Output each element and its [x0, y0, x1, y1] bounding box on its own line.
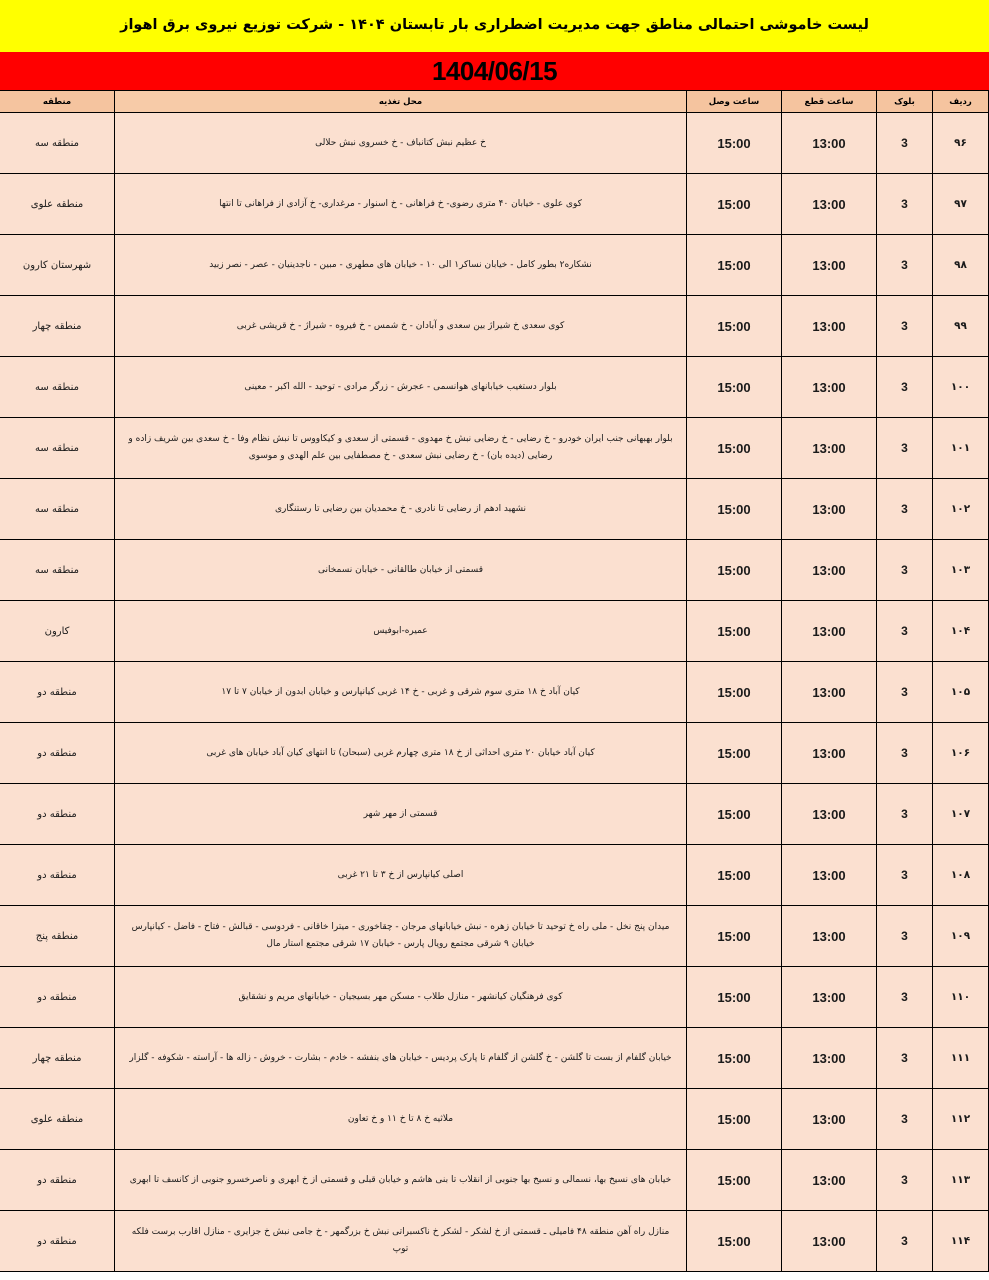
table-row — [0, 296, 989, 357]
table-row — [0, 1150, 989, 1211]
cell-address: اصلی کیانپارس از خ ۳ تا ۲۱ غربی — [115, 845, 687, 906]
cell-row-number: ۹۹ — [933, 296, 989, 357]
column-header-address: محل تغذیه — [115, 91, 687, 113]
cell-restore-time: 15:00 — [687, 479, 782, 540]
cell-address: خیابان گلفام از بست تا گلشن - خ گلشن از گلفام تا پارک پردیس - خیابان های بنفشه - خادم - بشارت - خروش - زاله ها - آراسته - شکوفه - گلزار — [115, 1028, 687, 1089]
cell-row-number: ۱۰۸ — [933, 845, 989, 906]
outage-table — [0, 90, 989, 1272]
cell-block: 3 — [877, 113, 933, 174]
cell-address: خ عظیم نبش کتانباف - خ خسروی نبش حلالی — [115, 113, 687, 174]
cell-cut-time: 13:00 — [782, 601, 877, 662]
cell-block: 3 — [877, 235, 933, 296]
cell-restore-time: 15:00 — [687, 1089, 782, 1150]
cell-block: 3 — [877, 174, 933, 235]
cell-cut-time: 13:00 — [782, 296, 877, 357]
cell-restore-time: 15:00 — [687, 662, 782, 723]
cell-zone: منطقه سه — [0, 357, 115, 418]
cell-block: 3 — [877, 1089, 933, 1150]
cell-address: منازل راه آهن منطقه ۴۸ فامیلی ـ قسمتی از خ لشکر - لشکر خ ناکسبراتی نبش خ بزرگمهر - خ جامی نبش خ جزایری - منازل اقارب برست فلکه توپ — [115, 1211, 687, 1272]
cell-cut-time: 13:00 — [782, 662, 877, 723]
cell-cut-time: 13:00 — [782, 723, 877, 784]
cell-row-number: ۱۰۳ — [933, 540, 989, 601]
cell-restore-time: 15:00 — [687, 784, 782, 845]
cell-block: 3 — [877, 601, 933, 662]
cell-restore-time: 15:00 — [687, 1150, 782, 1211]
table-row — [0, 784, 989, 845]
table-row — [0, 662, 989, 723]
cell-address: کیان آباد خیابان ۲۰ متری احداثی از خ ۱۸ متری چهارم غربی (سبحان) تا انتهای کیان آباد خیابان های غربی — [115, 723, 687, 784]
table-row — [0, 174, 989, 235]
table-row — [0, 1211, 989, 1272]
cell-zone: منطقه سه — [0, 540, 115, 601]
table-row — [0, 540, 989, 601]
cell-row-number: ۱۰۲ — [933, 479, 989, 540]
cell-cut-time: 13:00 — [782, 1028, 877, 1089]
cell-cut-time: 13:00 — [782, 967, 877, 1028]
cell-block: 3 — [877, 967, 933, 1028]
cell-cut-time: 13:00 — [782, 1150, 877, 1211]
column-header-radif: ردیف — [933, 91, 989, 113]
cell-cut-time: 13:00 — [782, 1211, 877, 1272]
column-header-cut: ساعت قطع — [782, 91, 877, 113]
cell-address: نشهید ادهم از رضایی تا نادری - خ محمدیان بین رضایی تا رستنگاری — [115, 479, 687, 540]
cell-address: ملاثیه خ ۸ تا خ ۱۱ و خ تعاون — [115, 1089, 687, 1150]
cell-row-number: ۱۰۰ — [933, 357, 989, 418]
cell-row-number: ۱۰۹ — [933, 906, 989, 967]
cell-zone: منطقه دو — [0, 967, 115, 1028]
cell-zone: منطقه علوی — [0, 1089, 115, 1150]
table-row — [0, 845, 989, 906]
cell-row-number: ۱۰۱ — [933, 418, 989, 479]
cell-zone: منطقه دو — [0, 784, 115, 845]
cell-restore-time: 15:00 — [687, 174, 782, 235]
cell-restore-time: 15:00 — [687, 540, 782, 601]
table-row — [0, 1089, 989, 1150]
cell-row-number: ۱۰۵ — [933, 662, 989, 723]
cell-block: 3 — [877, 662, 933, 723]
cell-zone: شهرستان کارون — [0, 235, 115, 296]
table-row — [0, 235, 989, 296]
title-banner — [0, 0, 989, 52]
cell-zone: منطقه پنج — [0, 906, 115, 967]
cell-block: 3 — [877, 906, 933, 967]
table-row — [0, 1028, 989, 1089]
cell-row-number: ۹۶ — [933, 113, 989, 174]
cell-zone: منطقه سه — [0, 479, 115, 540]
cell-zone: منطقه دو — [0, 662, 115, 723]
cell-address: بلوار دستغیب خیابانهای هوانسمی - عجرش - زرگر مرادی - توحید - الله اکبر - معینی — [115, 357, 687, 418]
cell-block: 3 — [877, 723, 933, 784]
cell-zone: منطقه چهار — [0, 1028, 115, 1089]
cell-row-number: ۹۸ — [933, 235, 989, 296]
cell-block: 3 — [877, 784, 933, 845]
table-row — [0, 723, 989, 784]
schedule-date: 1404/06/15 — [431, 55, 558, 86]
cell-address: قسمتی از مهر شهر — [115, 784, 687, 845]
cell-cut-time: 13:00 — [782, 418, 877, 479]
cell-restore-time: 15:00 — [687, 1028, 782, 1089]
cell-block: 3 — [877, 296, 933, 357]
table-header-row — [0, 91, 989, 113]
cell-block: 3 — [877, 1211, 933, 1272]
cell-address: کیان آباد خ ۱۸ متری سوم شرقی و غربی - خ ۱۴ غربی کیانپارس و خیابان ابدون از خیابان ۷ تا ۱۷ — [115, 662, 687, 723]
column-header-block: بلوک — [877, 91, 933, 113]
cell-address: عمیره-ابوفیس — [115, 601, 687, 662]
table-row — [0, 906, 989, 967]
column-header-zone: منطقه — [0, 91, 115, 113]
cell-zone: منطقه چهار — [0, 296, 115, 357]
cell-restore-time: 15:00 — [687, 357, 782, 418]
cell-cut-time: 13:00 — [782, 357, 877, 418]
cell-address: میدان پنج نخل - ملی راه خ توحید تا خیابان زهره - نبش خیابانهای مرجان - چقاخوری - میترا خاقانی - فردوسی - قبالش - فتاح - فاضل - کیانپارس خیابان ۹ شرقی مجتمع رویال پارس - خیابان ۱۷ شرقی مجتمع استار مال — [115, 906, 687, 967]
table-row — [0, 967, 989, 1028]
cell-cut-time: 13:00 — [782, 1089, 877, 1150]
cell-block: 3 — [877, 1028, 933, 1089]
cell-restore-time: 15:00 — [687, 723, 782, 784]
cell-row-number: ۱۱۴ — [933, 1211, 989, 1272]
cell-cut-time: 13:00 — [782, 784, 877, 845]
table-row — [0, 113, 989, 174]
cell-cut-time: 13:00 — [782, 906, 877, 967]
table-body — [0, 113, 989, 1272]
cell-zone: منطقه دو — [0, 845, 115, 906]
cell-block: 3 — [877, 479, 933, 540]
cell-row-number: ۱۱۲ — [933, 1089, 989, 1150]
cell-address: بلوار بهبهانی جنب ایران خودرو - خ رضایی - خ رضایی نبش خ مهدوی - قسمتی از سعدی و کیکاووس تا نبش نظام وفا - خ سعدی بین شریف زاده و رضایی (دیده بان) - خ رضایی نبش سعدی - خ مصطفایی بین علم الهدی و موسوی — [115, 418, 687, 479]
cell-block: 3 — [877, 357, 933, 418]
cell-restore-time: 15:00 — [687, 967, 782, 1028]
table-row — [0, 357, 989, 418]
cell-restore-time: 15:00 — [687, 906, 782, 967]
cell-cut-time: 13:00 — [782, 113, 877, 174]
cell-block: 3 — [877, 1150, 933, 1211]
cell-restore-time: 15:00 — [687, 418, 782, 479]
cell-cut-time: 13:00 — [782, 174, 877, 235]
cell-row-number: ۱۰۶ — [933, 723, 989, 784]
cell-restore-time: 15:00 — [687, 1211, 782, 1272]
cell-row-number: ۱۱۰ — [933, 967, 989, 1028]
cell-zone: منطقه سه — [0, 418, 115, 479]
cell-cut-time: 13:00 — [782, 235, 877, 296]
cell-address: کوی سعدی خ شیراژ بین سعدی و آبادان - خ شمس - خ فیروه - شیراژ - خ قریشی غربی — [115, 296, 687, 357]
cell-row-number: ۹۷ — [933, 174, 989, 235]
cell-address: نشکاره۲ بطور کامل - خیابان نساکر۱ الی ۱۰ - خیابان های مطهری - مبین - ناجدینیان - عصر - نصر زبید — [115, 235, 687, 296]
cell-cut-time: 13:00 — [782, 845, 877, 906]
cell-row-number: ۱۱۳ — [933, 1150, 989, 1211]
cell-zone: منطقه علوی — [0, 174, 115, 235]
table-row — [0, 479, 989, 540]
cell-row-number: ۱۰۴ — [933, 601, 989, 662]
cell-restore-time: 15:00 — [687, 601, 782, 662]
cell-row-number: ۱۱۱ — [933, 1028, 989, 1089]
cell-address: کوی علوی - خیابان ۴۰ متری رضوی- خ فراهانی - خ اسنوار - مرغداری- خ آزادی از فراهانی تا انتها — [115, 174, 687, 235]
cell-restore-time: 15:00 — [687, 296, 782, 357]
cell-zone: کارون — [0, 601, 115, 662]
cell-block: 3 — [877, 845, 933, 906]
cell-block: 3 — [877, 540, 933, 601]
cell-cut-time: 13:00 — [782, 479, 877, 540]
cell-restore-time: 15:00 — [687, 845, 782, 906]
table-header — [0, 91, 989, 113]
table-row — [0, 601, 989, 662]
cell-zone: منطقه دو — [0, 1150, 115, 1211]
table-row — [0, 418, 989, 479]
cell-block: 3 — [877, 418, 933, 479]
cell-address: قسمتی از خیابان طالقانی - خیابان نسمخانی — [115, 540, 687, 601]
cell-cut-time: 13:00 — [782, 540, 877, 601]
cell-row-number: ۱۰۷ — [933, 784, 989, 845]
column-header-restore: ساعت وصل — [687, 91, 782, 113]
cell-restore-time: 15:00 — [687, 113, 782, 174]
cell-address: خیابان های نسیخ بها، نسمالی و نسیخ بها جنوبی از انقلاب تا بنی هاشم و خیابان قبلی و قسمتی از خ ابهری و ناصرخسرو جنوبی از کانسف تا ابهری — [115, 1150, 687, 1211]
cell-restore-time: 15:00 — [687, 235, 782, 296]
cell-zone: منطقه دو — [0, 723, 115, 784]
cell-zone: منطقه دو — [0, 1211, 115, 1272]
date-banner — [0, 52, 989, 90]
cell-zone: منطقه سه — [0, 113, 115, 174]
cell-address: کوی فرهنگیان کیانشهر - منازل طلاب - مسکن مهر بسیجیان - خیابانهای مریم و نشقایق — [115, 967, 687, 1028]
page-title: لیست خاموشی احتمالی مناطق جهت مدیریت اضطراری بار تابستان ۱۴۰۴ - شرکت توزیع نیروی برق اهواز — [120, 17, 869, 34]
